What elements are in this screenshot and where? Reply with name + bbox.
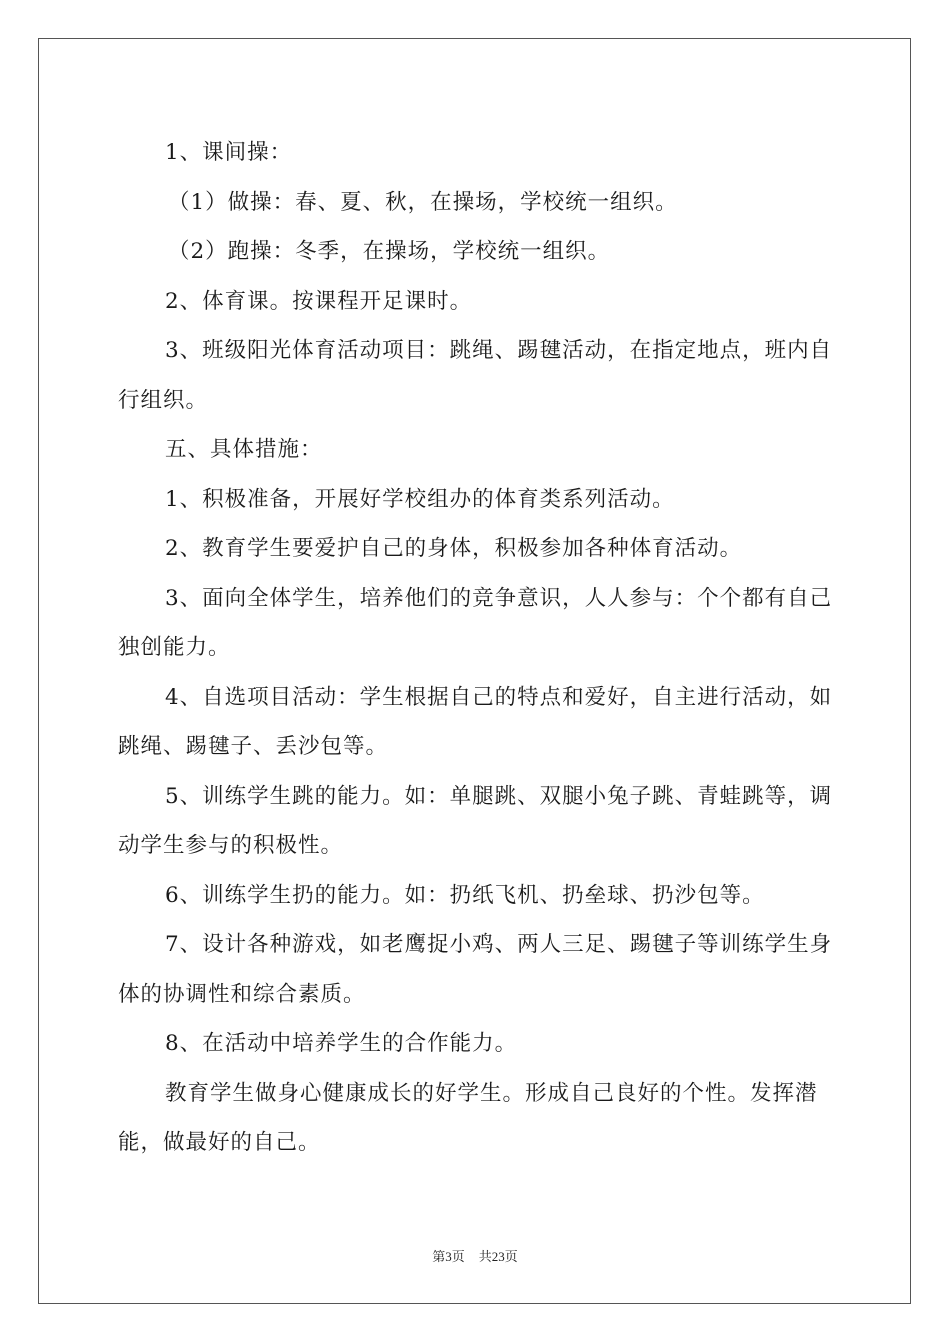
paragraph: 5、训练学生跳的能力。如：单腿跳、双腿小兔子跳、青蛙跳等，调动学生参与的积极性。 xyxy=(118,783,833,858)
document-body xyxy=(118,128,838,1168)
paragraph: （2）跑操：冬季，在操场，学校统一组织。 xyxy=(168,239,611,264)
paragraph: 教育学生做身心健康成长的好学生。形成自己良好的个性。发挥潜能，做最好的自己。 xyxy=(118,1080,818,1155)
paragraph: 1、积极准备，开展好学校组办的体育类系列活动。 xyxy=(165,486,675,512)
paragraph: 3、班级阳光体育活动项目：跳绳、踢毽活动，在指定地点，班内自行组织。 xyxy=(118,338,833,413)
paragraph: 1、课间操： xyxy=(165,140,293,165)
page-total: 共23页 xyxy=(478,1249,518,1264)
paragraph: 2、教育学生要爱护自己的身体，积极参加各种体育活动。 xyxy=(165,536,743,561)
paragraph: （1）做操：春、夏、秋，在操场，学校统一组织。 xyxy=(168,189,678,215)
paragraph: 2、体育课。按课程开足课时。 xyxy=(165,288,473,314)
section-heading: 五、具体措施： xyxy=(165,437,323,462)
paragraph: 6、训练学生扔的能力。如：扔纸飞机、扔垒球、扔沙包等。 xyxy=(165,882,765,908)
paragraph: 4、自选项目活动：学生根据自己的特点和爱好，自主进行活动，如跳绳、踢毽子、丢沙包等。 xyxy=(118,684,833,759)
page-footer xyxy=(0,1246,950,1265)
paragraph: 8、在活动中培养学生的合作能力。 xyxy=(165,1031,518,1056)
page-number: 第3页 xyxy=(432,1249,465,1264)
paragraph: 7、设计各种游戏，如老鹰捉小鸡、两人三足、踢毽子等训练学生身体的协调性和综合素质。 xyxy=(118,932,833,1007)
paragraph: 3、面向全体学生，培养他们的竞争意识，人人参与：个个都有自己独创能力。 xyxy=(118,585,833,660)
